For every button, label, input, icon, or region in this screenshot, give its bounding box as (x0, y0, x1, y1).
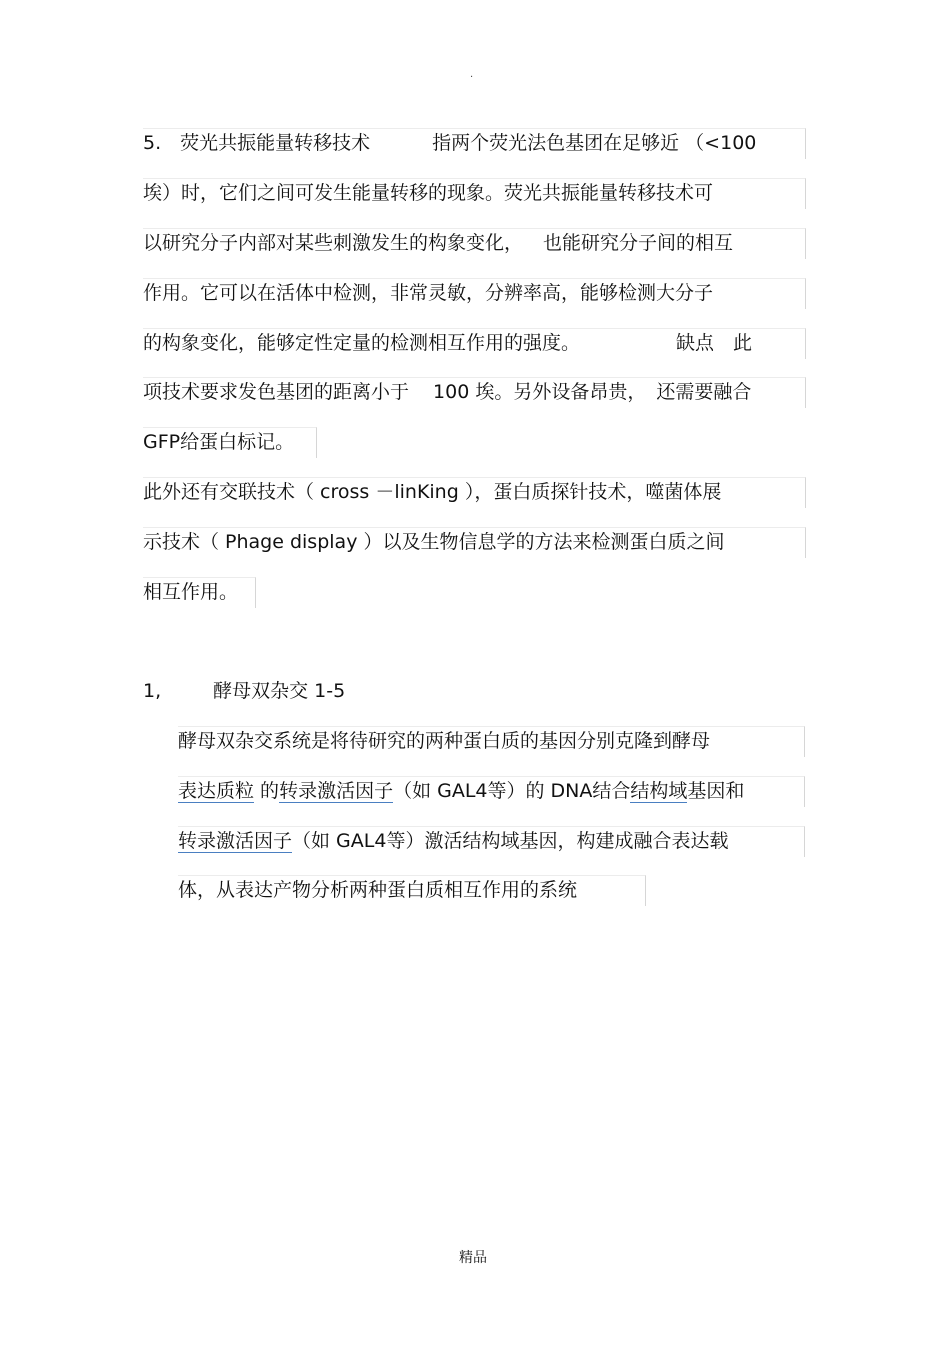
header-mark: · (470, 72, 474, 83)
yeast-line1: 酵母双杂交系统是将待研究的两种蛋白质的基因分别克隆到酵母 (178, 730, 711, 752)
text-segment: 以研究分子内部对某些刺激发生的构象变化， (143, 232, 524, 254)
section5-line3 (143, 228, 805, 258)
section5-line4: 作用。它可以在活体中检测，非常灵敏，分辨率高，能够检测大分子 (143, 282, 714, 304)
text-segment: 缺点 此 (676, 332, 753, 354)
yeast-line3 (178, 826, 804, 856)
yeast-line2 (178, 776, 804, 806)
yeast-heading (143, 676, 805, 706)
link-expression-plasmid[interactable]: 表达质粒 (178, 780, 255, 802)
text-segment: 也能研究分子间的相互 (543, 232, 734, 254)
text-segment: 还需要融合 (656, 381, 752, 403)
text-segment: 的构象变化，能够定性定量的检测相互作用的强度。 (143, 332, 581, 354)
heading-title: 酵母双杂交 1-5 (213, 680, 346, 702)
other-methods-line2: 示技术（ Phage display ）以及生物信息学的方法来检测蛋白质之间 (143, 531, 725, 553)
section5-line6 (143, 377, 805, 407)
section5-line7: GFP给蛋白标记。 (143, 431, 295, 453)
yeast-line4: 体，从表达产物分析两种蛋白质相互作用的系统 (178, 879, 578, 901)
heading-number: 1, (143, 680, 162, 702)
other-methods-line3: 相互作用。 (143, 581, 239, 603)
link-transcription-activator[interactable]: 转录激活因子 (279, 780, 394, 802)
other-methods-line1: 此外还有交联技术（ cross －linKing ），蛋白质探针技术，噬菌体展 (143, 481, 722, 503)
section5-line2: 埃）时，它们之间可发生能量转移的现象。荧光共振能量转移技术可 (143, 182, 714, 204)
section5-text: 指两个荧光法色基团在足够近 （<100 (432, 132, 757, 154)
text-segment: （如 GAL4等）激活结构域基因，构建成融合表达载 (292, 830, 729, 852)
text-segment: 100 埃。另外设备昂贵， (433, 381, 647, 403)
text-segment: 基因和 (687, 780, 745, 802)
section5-line5 (143, 328, 805, 358)
page-footer: 精品 (459, 1250, 487, 1266)
section5-line1 (143, 128, 805, 158)
link-transcription-activator[interactable]: 转录激活因子 (178, 830, 293, 852)
link-domain[interactable]: 结构域 (630, 780, 688, 802)
text-segment: 项技术要求发色基团的距离小于 (143, 381, 410, 403)
section5-title: 5. 荧光共振能量转移技术 (143, 132, 371, 154)
text-segment: （如 GAL4等）的 DNA结合 (393, 780, 631, 802)
text-segment: 的 (254, 780, 280, 802)
